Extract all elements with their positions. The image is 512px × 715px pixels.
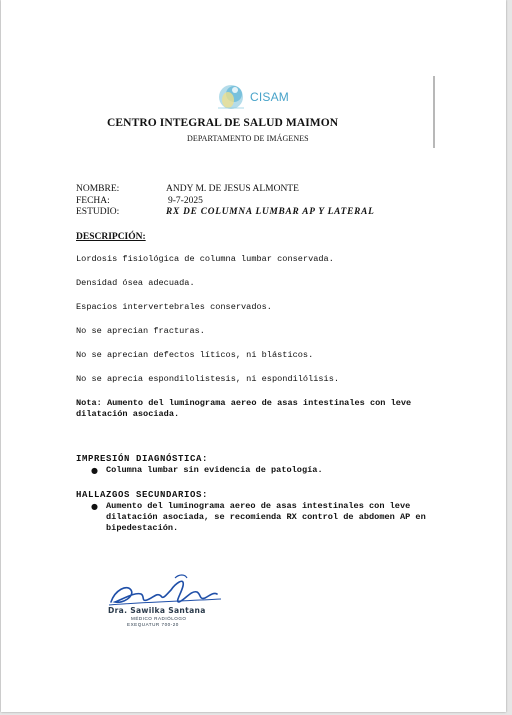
name-label: NOMBRE: [76,184,120,194]
margin-guide [433,76,435,148]
study-row [76,207,375,219]
bullet-icon: ● [91,502,98,511]
department-name: DEPARTAMENTO DE IMÁGENES [187,134,309,143]
signature-title: MÉDICO RADIÓLOGO [131,616,187,621]
study-label: ESTUDIO: [76,207,120,217]
patient-info [76,184,375,219]
signature-name: Dra. Sawilka Santana [108,606,206,615]
signature-block [105,572,235,632]
signature-scribble [105,572,235,608]
finding-item: No se aprecian defectos líticos, ni blásticos. [76,350,314,360]
description-heading: DESCRIPCIÓN: [76,232,146,242]
secondary-item-text: Aumento del luminograma aereo de asas intestinales con leve dilatación asociada, se recomienda RX control de abdomen AP en bipedestación. [106,501,426,533]
bullet-icon: ● [91,466,98,475]
impression-list [76,465,436,476]
date-label: FECHA: [76,195,110,206]
finding-item: Lordosis fisiológica de columna lumbar conservada. [76,254,334,264]
date-row [76,196,375,208]
date-value: 9-7-2025 [168,195,203,206]
name-value: ANDY M. DE JESUS ALMONTE [166,184,299,194]
secondary-item [76,501,436,534]
finding-item: Densidad ósea adecuada. [76,278,195,288]
org-name: CENTRO INTEGRAL DE SALUD MAIMON [107,117,339,129]
secondary-list [76,501,436,534]
document-page [1,0,506,712]
clinic-logo-icon [214,80,254,114]
impression-heading: IMPRESIÓN DIAGNÓSTICA: [76,454,209,464]
clinic-logo [214,80,298,114]
finding-item: Espacios intervertebrales conservados. [76,302,272,312]
patient-name-row [76,184,375,196]
logo-text: CISAM [250,90,290,104]
finding-item: No se aprecian fracturas. [76,326,205,336]
impression-item-text: Columna lumbar sin evidencia de patología. [106,465,323,475]
study-value: RX DE COLUMNA LUMBAR AP Y LATERAL [166,207,375,217]
secondary-heading: HALLAZGOS SECUNDARIOS: [76,490,209,500]
impression-item [76,465,436,476]
signature-exequatur: EXEQUATUR 700-20 [127,622,179,627]
finding-item: No se aprecia espondilolistesis, ni espondilólisis. [76,374,340,384]
note-text: Nota: Aumento del luminograma aereo de asas intestinales con leve dilatación asociada. [76,398,412,419]
report-body [76,232,436,534]
